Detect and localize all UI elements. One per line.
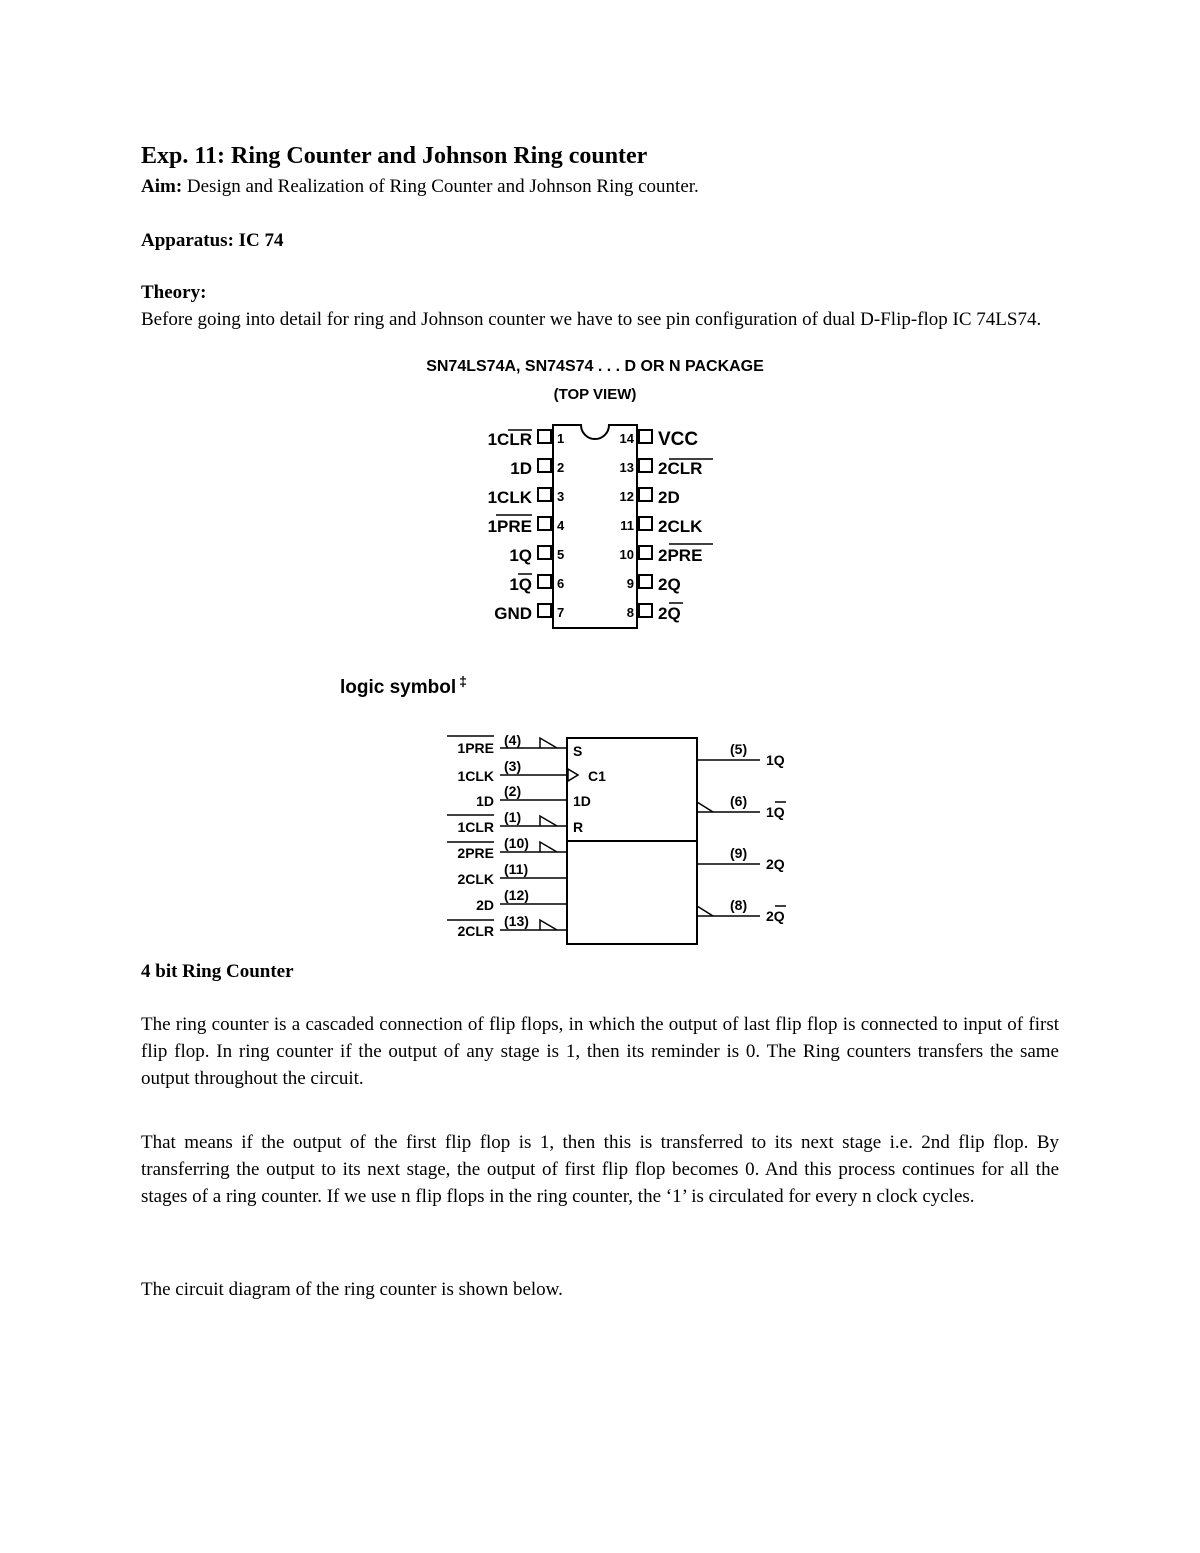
right-pin-12 xyxy=(620,488,680,507)
output-pin: (9) xyxy=(730,845,748,861)
pinout-title: SN74LS74A, SN74S74 . . . D OR N PACKAGE xyxy=(426,358,764,375)
pin-label: 2CLR xyxy=(658,459,703,478)
input-label: 1PRE xyxy=(457,740,494,756)
pin-number: 3 xyxy=(557,489,565,504)
right-pin-14 xyxy=(620,429,699,450)
theory-text: Before going into detail for ring and Johnson counter we have to see pin configuration of dual D-Flip-flop IC 74LS74. xyxy=(141,309,1042,330)
output-label: 1Q xyxy=(766,804,785,820)
block-label-c1: C1 xyxy=(588,768,606,784)
input-label: 2PRE xyxy=(457,845,494,861)
block-label-1d: 1D xyxy=(573,793,591,809)
pin-number: 13 xyxy=(619,460,634,475)
flipflop-1-block xyxy=(567,738,697,841)
aim-text: Design and Realization of Ring Counter and Johnson Ring counter. xyxy=(182,176,699,197)
pin-label: 2D xyxy=(658,488,680,507)
input-label: 2CLR xyxy=(457,923,494,939)
pin-label: 1Q xyxy=(509,575,532,594)
pin-label: 1CLR xyxy=(487,430,532,449)
pin-number: 9 xyxy=(626,576,634,591)
pin-number: 8 xyxy=(626,605,634,620)
pin-label: 1PRE xyxy=(487,517,532,536)
page-title: Exp. 11: Ring Counter and Johnson Ring counter xyxy=(141,143,648,169)
input-pin: (10) xyxy=(504,835,529,851)
output-pin: (8) xyxy=(730,897,748,913)
pin-number: 6 xyxy=(557,576,565,591)
pin-number: 11 xyxy=(620,518,634,533)
input-pin: (3) xyxy=(504,758,522,774)
pin-label: 2CLK xyxy=(658,517,703,536)
input-label: 2CLK xyxy=(457,871,494,887)
section-heading: 4 bit Ring Counter xyxy=(141,961,294,982)
output-label: 2Q xyxy=(766,908,785,924)
input-pin: (12) xyxy=(504,887,529,903)
right-pin-10 xyxy=(620,544,713,565)
left-pin-5 xyxy=(509,546,564,565)
input-label: 1CLK xyxy=(457,768,494,784)
pinout-subtitle: (TOP VIEW) xyxy=(553,386,637,403)
pin-label: 2Q xyxy=(658,604,681,623)
pin-label: GND xyxy=(494,604,532,623)
left-pin-6 xyxy=(509,574,564,594)
output-pin: (5) xyxy=(730,741,748,757)
input-label: 1D xyxy=(476,793,494,809)
input-pin: (1) xyxy=(504,809,522,825)
pin-label: 2PRE xyxy=(658,546,703,565)
flipflop-2-block xyxy=(567,841,697,944)
pin-label: VCC xyxy=(658,429,699,450)
left-pin-2 xyxy=(510,459,564,478)
output-pin: (6) xyxy=(730,793,748,809)
paragraph-3: The circuit diagram of the ring counter is shown below. xyxy=(141,1279,563,1300)
output-lines xyxy=(697,760,786,916)
input-pin: (13) xyxy=(504,913,529,929)
right-pin-11 xyxy=(620,517,703,536)
pin-number: 7 xyxy=(557,605,565,620)
pin-label: 1CLK xyxy=(487,488,532,507)
pin-number: 10 xyxy=(619,547,634,562)
clock-marker xyxy=(568,769,578,781)
block-label-s: S xyxy=(573,743,583,759)
input-label: 1CLR xyxy=(457,819,494,835)
pin-number: 5 xyxy=(557,547,565,562)
pin-label: 1Q xyxy=(509,546,532,565)
pin-number: 12 xyxy=(619,489,634,504)
paragraph-1: The ring counter is a cascaded connection of flip flops, in which the output of last flip flop is connected to input of first flip flop. In ring counter if the output of any stage is 1, then its reminder is 0. The Ring counters transfers the same output throughout the circuit. xyxy=(141,1014,1059,1089)
aim-label: Aim: xyxy=(141,176,183,197)
input-label: 2D xyxy=(476,897,494,913)
right-pin-9 xyxy=(627,575,681,594)
input-pin: (11) xyxy=(504,861,529,877)
block-label-r: R xyxy=(573,819,584,835)
theory-heading: Theory: xyxy=(141,282,207,303)
apparatus-line: Apparatus: IC 74 xyxy=(141,230,284,251)
paragraph-2: That means if the output of the first flip flop is 1, then this is transferred to its next stage i.e. 2nd flip flop. By transferring the output to its next stage, the output of first flip flop becomes 0. And this process continues for all the stages of a ring counter. If we use n flip flops in the ring counter, the ‘1’ is circulated for every n clock cycles. xyxy=(141,1132,1059,1207)
logic-symbol-title: logic symbol ‡ xyxy=(340,673,467,698)
pin-number: 4 xyxy=(557,518,565,533)
pin-number: 1 xyxy=(557,431,565,446)
output-label: 1Q xyxy=(766,752,785,768)
pin-number: 2 xyxy=(557,460,565,475)
pin-label: 2Q xyxy=(658,575,681,594)
input-pin: (4) xyxy=(504,732,522,748)
input-pin: (2) xyxy=(504,783,522,799)
right-pin-13 xyxy=(620,459,713,478)
right-pin-8 xyxy=(627,603,683,623)
output-label: 2Q xyxy=(766,856,785,872)
pin-number: 14 xyxy=(619,431,634,446)
pin-label: 1D xyxy=(510,459,532,478)
